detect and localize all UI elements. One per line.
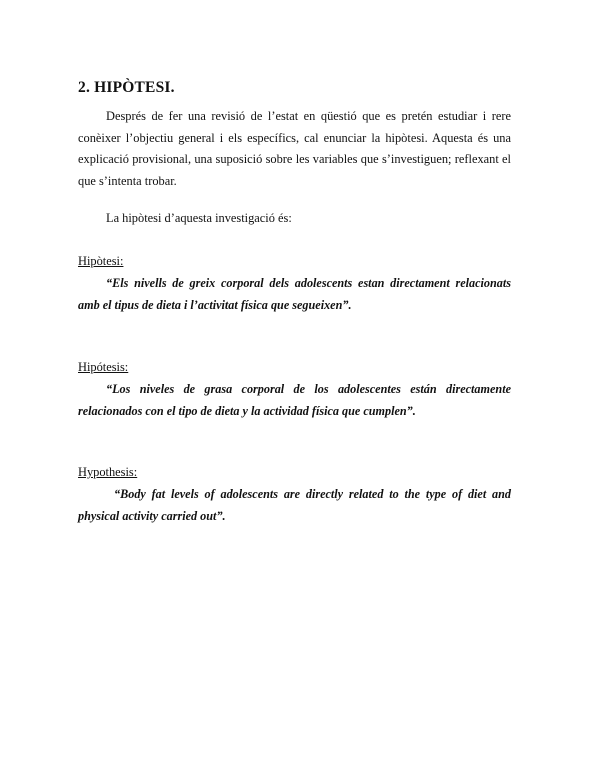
hypothesis-label-catalan: Hipòtesi: bbox=[78, 254, 124, 268]
hypothesis-label-spanish: Hipótesis: bbox=[78, 360, 129, 374]
hypothesis-label-english: Hypothesis: bbox=[78, 465, 138, 479]
hypothesis-text-catalan: “Els nivells de greix corporal dels adolescents estan directament relacionats amb el tipus de dieta i l’activitat física que segueixen”. bbox=[78, 276, 511, 312]
intro-paragraph: Després de fer una revisió de l’estat en qüestió que es pretén estudiar i rere conèixer l’objectiu general i els específics, cal enunciar la hipòtesi. Aquesta és una explicació provisional, una suposició sobre les variables que s’investiguen; reflexant el que s’intenta trobar. bbox=[78, 109, 511, 188]
hypothesis-text-english: “Body fat levels of adolescents are directly related to the type of diet and physical activity carried out”. bbox=[78, 487, 511, 523]
hypothesis-text-spanish: “Los niveles de grasa corporal de los adolescentes están directamente relacionados con el tipo de dieta y la actividad física que cumplen”. bbox=[78, 382, 511, 418]
hypothesis-lead-in: La hipòtesi d’aquesta investigació és: bbox=[106, 211, 292, 225]
section-heading: 2. HIPÒTESI. bbox=[78, 79, 175, 96]
